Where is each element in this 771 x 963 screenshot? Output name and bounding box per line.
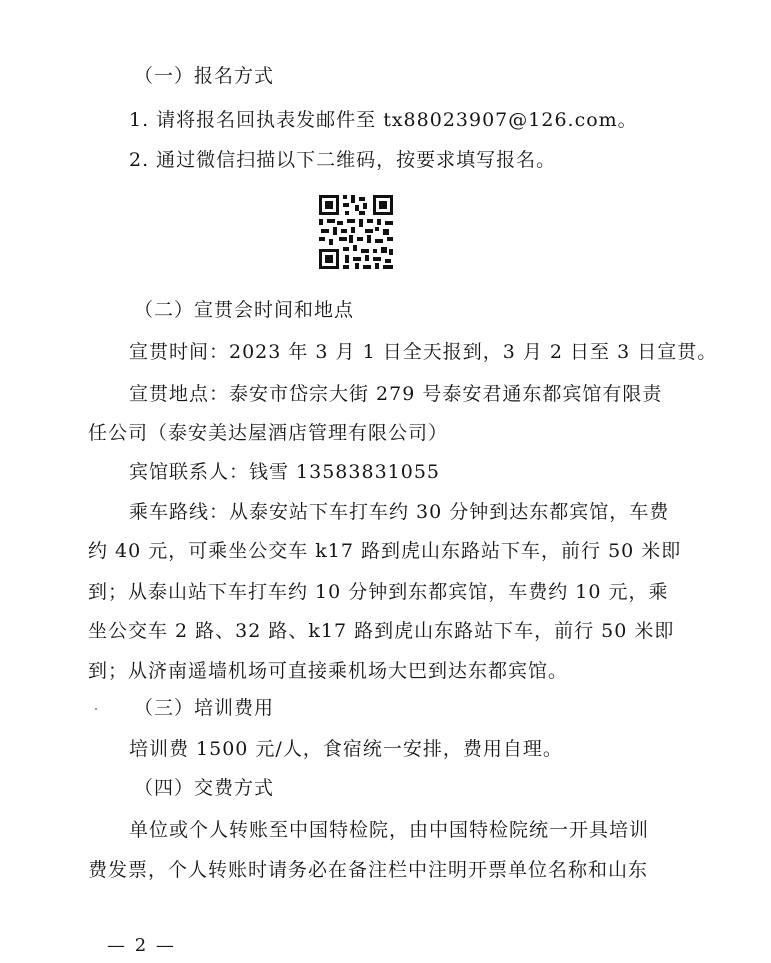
section-2-route-line-2: 约 40 元，可乘坐公交车 k17 路到虎山东路站下车，前行 50 米即	[88, 540, 682, 562]
section-2-heading: （二）宣贯会时间和地点	[134, 299, 355, 321]
qr-code-icon	[317, 193, 395, 271]
section-3-fee: 培训费 1500 元/人，食宿统一安排，费用自理。	[129, 738, 563, 760]
section-2-route-line-5: 到；从济南遥墙机场可直接乘机场大巴到达东都宾馆。	[88, 660, 569, 682]
scan-speck	[95, 708, 97, 710]
section-2-route-line-3: 到；从泰山站下车打车约 10 分钟到东都宾馆，车费约 10 元，乘	[88, 581, 669, 603]
section-3-heading: （三）培训费用	[134, 697, 275, 719]
section-1-item-2: 2. 通过微信扫描以下二维码，按要求填写报名。	[129, 149, 557, 171]
section-2-route-line-1: 乘车路线：从泰安站下车打车约 30 分钟到达东都宾馆，车费	[129, 501, 670, 523]
page-number: — 2 —	[107, 935, 176, 956]
section-2-time: 宣贯时间：2023 年 3 月 1 日全天报到，3 月 2 日至 3 日宣贯。	[129, 341, 718, 363]
section-2-place-line-1: 宣贯地点：泰安市岱宗大街 279 号泰安君通东都宾馆有限责	[129, 383, 663, 405]
section-2-route-line-4: 坐公交车 2 路、32 路、k17 路到虎山东路站下车，前行 50 米即	[88, 620, 675, 642]
section-4-text-line-2: 费发票，个人转账时请务必在备注栏中注明开票单位名称和山东	[88, 859, 649, 881]
section-2-place-line-2: 任公司（泰安美达屋酒店管理有限公司）	[88, 422, 449, 444]
section-2-contact: 宾馆联系人：钱雪 13583831055	[129, 461, 441, 483]
section-4-heading: （四）交费方式	[134, 777, 275, 799]
section-1-item-1: 1. 请将报名回执表发邮件至 tx88023907@126.com。	[129, 109, 638, 131]
section-1-heading: （一）报名方式	[134, 65, 275, 87]
section-4-text-line-1: 单位或个人转账至中国特检院，由中国特检院统一开具培训	[129, 819, 650, 841]
